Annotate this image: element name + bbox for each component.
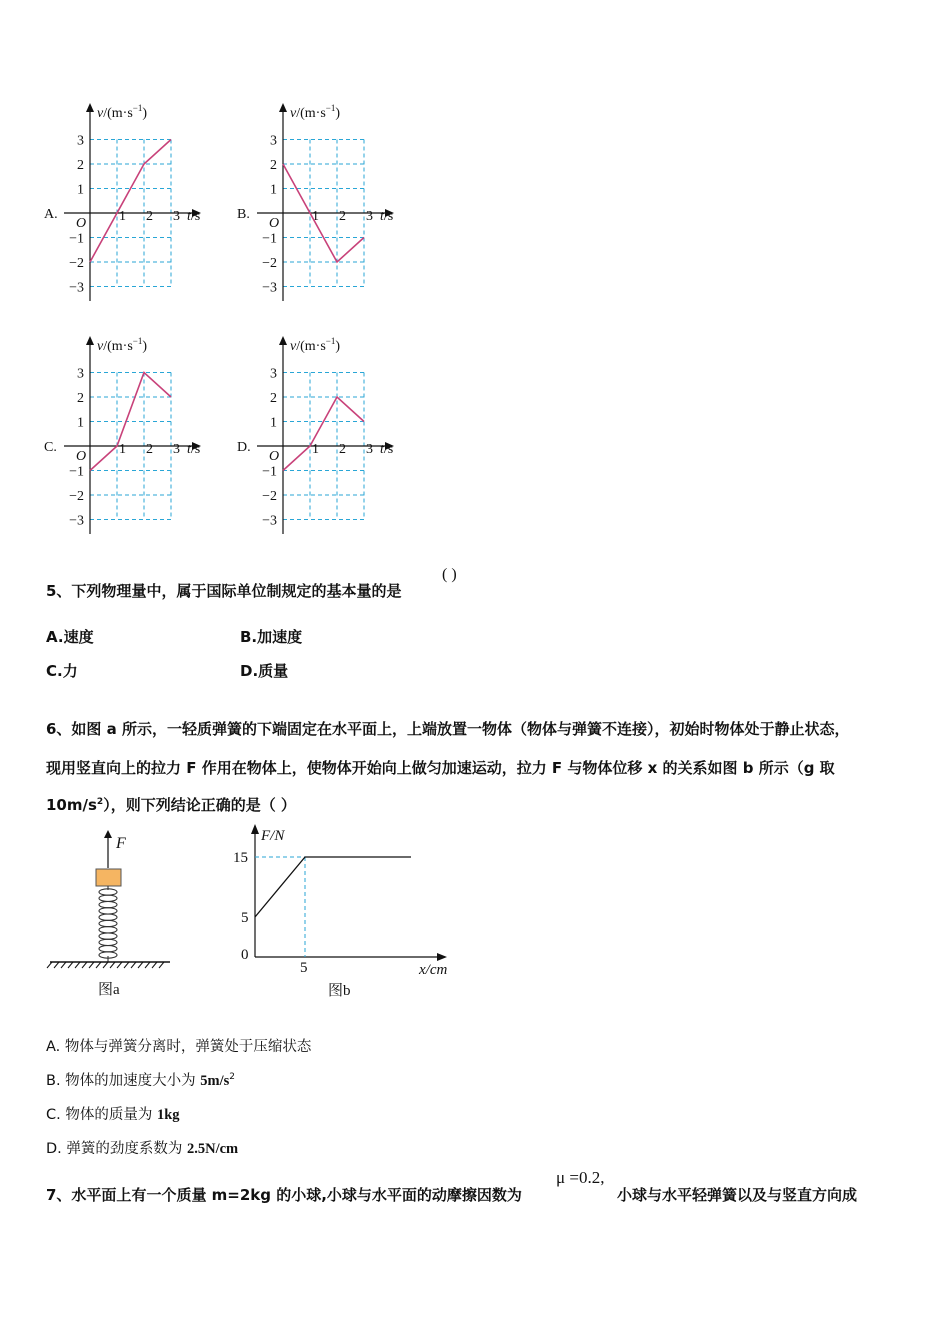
velocity-curve [90, 373, 171, 471]
q6-option-b-exp: 2 [229, 1072, 236, 1083]
velocity-curve [283, 397, 364, 471]
y-tick-label: −2 [262, 489, 277, 504]
q6-option-a: A. 物体与弹簧分离时，弹簧处于压缩状态 [46, 1039, 312, 1055]
origin-label: O [76, 449, 87, 464]
figure-a-force-label: F [116, 835, 126, 852]
y-axis-label: $v/(m\cdot s^{-1})$ [97, 103, 148, 121]
figure-b-xlabel: x/cm [419, 962, 448, 978]
y-axis-arrow [279, 103, 287, 112]
y-tick-label: −3 [69, 280, 84, 296]
q5-stem: 5、下列物理量中，属于国际单位制规定的基本量的是 [46, 582, 402, 600]
y-axis-arrow [279, 336, 287, 345]
q7-stem-b: 小球与水平轻弹簧以及与竖直方向成 [617, 1186, 858, 1204]
y-tick-label: 3 [77, 133, 84, 149]
q6-option-c [46, 1103, 180, 1124]
y-tick-label: 3 [270, 133, 277, 149]
q7-mu: μ =0.2, [556, 1168, 605, 1187]
ground-hatch [138, 962, 143, 968]
q6-accel-value: 10m/s [46, 796, 97, 814]
figure-b-ylabel-text: F/N [261, 828, 285, 844]
origin-label: O [269, 449, 280, 464]
spring-coil-loop [99, 908, 117, 914]
y-tick-label: 3 [270, 366, 277, 382]
y-tick-label: 2 [270, 391, 277, 406]
y-tick-label: 2 [77, 158, 84, 173]
x-tick-label: 1 [119, 209, 126, 224]
graph-option-label: C. [44, 440, 57, 455]
spring-coil-loop [99, 933, 117, 939]
figure-b-graph [225, 822, 465, 1002]
q5-option-c: C.力 [46, 662, 78, 680]
figure-a-spring [40, 828, 190, 1003]
q5-option-b: B.加速度 [240, 628, 303, 646]
x-tick-label: 2 [146, 442, 153, 457]
ground-hatch [82, 962, 87, 968]
y-tick-label: −2 [69, 489, 84, 504]
velocity-curve [90, 140, 171, 263]
spring-coil-loop [99, 920, 117, 926]
ground-hatch [124, 962, 129, 968]
figure-b-ylabel [260, 828, 285, 844]
q7-stem-a: 7、水平面上有一个质量 m=2kg 的小球,小球与水平面的动摩擦因数为 [46, 1186, 522, 1204]
ground-hatch [75, 962, 80, 968]
figure-b-y5: 5 [241, 910, 249, 926]
q6-option-b [46, 1069, 235, 1090]
y-tick-label: 1 [270, 182, 277, 198]
graph-b [233, 95, 413, 310]
x-axis-label: t/s [187, 442, 201, 457]
y-tick-label: −1 [262, 464, 277, 480]
q6-option-c-text: C. 物体的质量为 [46, 1107, 157, 1123]
graph-option-label: D. [237, 440, 251, 455]
x-axis-label: t/s [380, 209, 394, 224]
q5-option-d: D.质量 [240, 662, 289, 680]
x-tick-label: 3 [366, 442, 373, 457]
y-tick-label: −1 [69, 231, 84, 247]
ground-hatch [110, 962, 115, 968]
y-axis-label: $v/(m\cdot s^{-1})$ [97, 336, 148, 354]
spring-coil-loop [99, 895, 117, 901]
y-axis-arrow [86, 103, 94, 112]
q6-line-2: 现用竖直向上的拉力 F 作用在物体上，使物体开始向上做匀加速运动，拉力 F 与物体位移 x 的关系如图 b 所示（g 取 [46, 759, 835, 777]
figure-b-x5: 5 [300, 960, 308, 976]
ground-hatch [152, 962, 157, 968]
x-axis-label: t/s [187, 209, 201, 224]
q5-answer-paren: ( ) [442, 566, 457, 583]
y-tick-label: −3 [262, 513, 277, 529]
graph-d [233, 328, 413, 543]
ground-hatch [117, 962, 122, 968]
y-tick-label: 2 [77, 391, 84, 406]
y-tick-label: −2 [69, 256, 84, 271]
y-tick-label: −2 [262, 256, 277, 271]
figure-a-caption: 图a [98, 982, 120, 998]
ground-hatch [61, 962, 66, 968]
x-tick-label: 2 [339, 209, 346, 224]
q6-option-d [46, 1137, 238, 1158]
graph-c [40, 328, 220, 543]
q5-option-a: A.速度 [46, 628, 94, 646]
spring-coil-loop [99, 939, 117, 945]
spring-coil-loop [99, 901, 117, 907]
q6-option-d-value: 2.5N/cm [187, 1141, 239, 1157]
x-tick-label: 3 [173, 442, 180, 457]
q6-line-1: 6、如图 a 所示，一轻质弹簧的下端固定在水平面上，上端放置一物体（物体与弹簧不连接），初始时物体处于静止状态， [46, 720, 850, 738]
figure-b-y0: 0 [241, 947, 249, 963]
q6-option-d-text: D. 弹簧的劲度系数为 [46, 1141, 187, 1157]
y-tick-label: 2 [270, 158, 277, 173]
y-tick-label: −1 [262, 231, 277, 247]
y-tick-label: 1 [270, 415, 277, 431]
spring-coil-loop [99, 914, 117, 920]
graph-a [40, 95, 220, 310]
ground-hatch [145, 962, 150, 968]
x-tick-label: 1 [119, 442, 126, 457]
y-axis-label: $v/(m\cdot s^{-1})$ [290, 336, 341, 354]
y-tick-label: 1 [77, 415, 84, 431]
ground-hatch [96, 962, 101, 968]
ground-hatch [159, 962, 164, 968]
x-tick-label: 1 [312, 442, 319, 457]
figure-b-line [255, 857, 411, 917]
x-tick-label: 3 [173, 209, 180, 224]
q6-line-3 [46, 794, 296, 815]
x-tick-label: 3 [366, 209, 373, 224]
q6-question-tail: ），则下列结论正确的是（ ） [103, 796, 296, 814]
ground-hatch [68, 962, 73, 968]
x-tick-label: 2 [339, 442, 346, 457]
y-tick-label: 3 [77, 366, 84, 382]
y-tick-label: 1 [77, 182, 84, 198]
ground-hatch [54, 962, 59, 968]
y-axis-label: $v/(m\cdot s^{-1})$ [290, 103, 341, 121]
x-tick-label: 1 [312, 209, 319, 224]
ground-hatch [47, 962, 52, 968]
spring-coil-loop [99, 946, 117, 952]
y-tick-label: −3 [69, 513, 84, 529]
ground-hatch [103, 962, 108, 968]
x-tick-label: 2 [146, 209, 153, 224]
y-tick-label: −1 [69, 464, 84, 480]
ground-hatch [131, 962, 136, 968]
x-axis-label: t/s [380, 442, 394, 457]
origin-label: O [76, 216, 87, 231]
q6-option-b-text: B. 物体的加速度大小为 [46, 1073, 201, 1089]
q6-option-c-value: 1kg [156, 1107, 180, 1123]
figure-b-caption: 图b [328, 983, 351, 999]
q6-accel-exp: 2 [96, 797, 104, 807]
y-axis-arrow [86, 336, 94, 345]
y-tick-label: −3 [262, 280, 277, 296]
origin-label: O [269, 216, 280, 231]
q6-option-b-value: 5m/s [200, 1073, 230, 1089]
figure-b-y15: 15 [233, 850, 248, 866]
graph-option-label: A. [44, 207, 58, 222]
spring-coil-loop [99, 927, 117, 933]
graph-option-label: B. [237, 207, 250, 222]
ground-hatch [89, 962, 94, 968]
